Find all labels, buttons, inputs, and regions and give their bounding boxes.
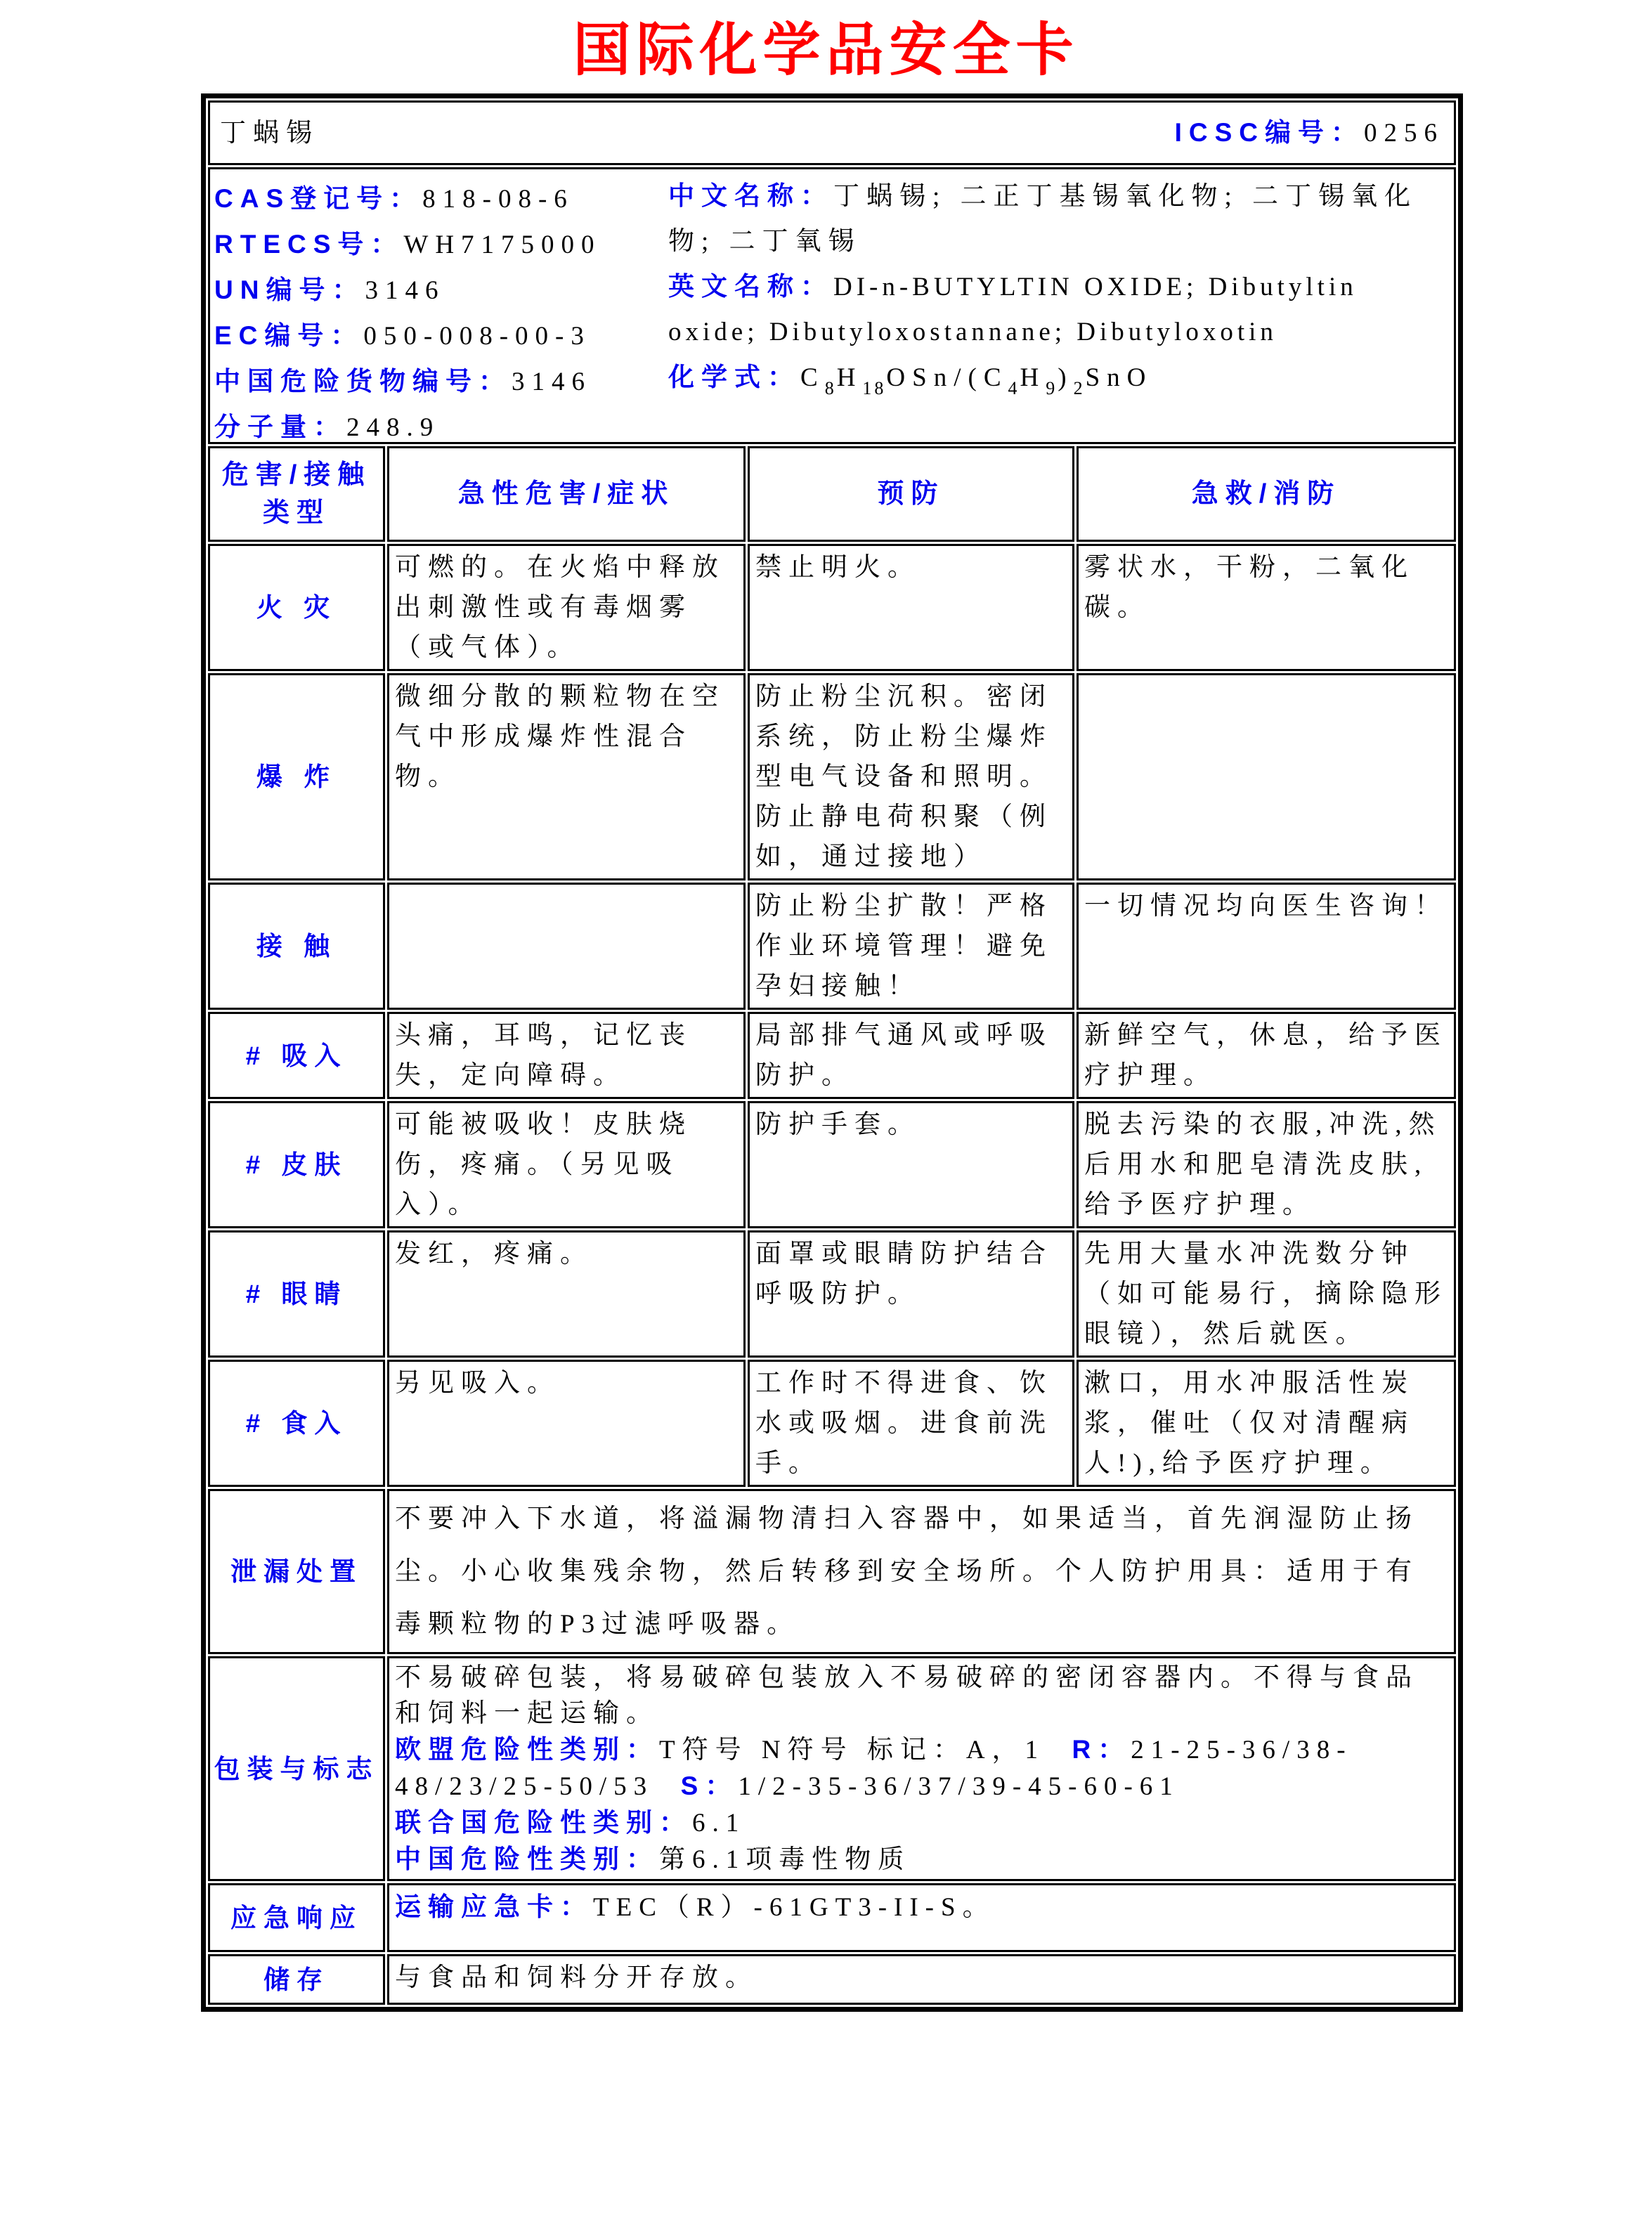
exposure-prevention: 防止粉尘扩散！严格作业环境管理！避免孕妇接触！ bbox=[748, 883, 1074, 1010]
header-response: 急救/消防 bbox=[1077, 446, 1456, 542]
hazard-row-skin bbox=[208, 1101, 1456, 1228]
r-phrases-label: R： bbox=[1072, 1735, 1131, 1764]
hazard-row-exposure bbox=[208, 883, 1456, 1010]
chinese-names-value: 丁蜗锡; 二正丁基锡氧化物; 二丁锡氧化物; 二丁氧锡 bbox=[668, 182, 1418, 256]
skin-label: # 皮肤 bbox=[208, 1101, 385, 1228]
transport-card-value: TEC（R）-61GT3-II-S。 bbox=[593, 1893, 996, 1922]
inhalation-prevention: 局部排气通风或呼吸防护。 bbox=[748, 1012, 1074, 1099]
hazard-row-ingestion bbox=[208, 1360, 1456, 1487]
storage-label: 储存 bbox=[208, 1954, 385, 2005]
page-title: 国际化学品安全卡 bbox=[573, 18, 1079, 82]
chinese-names-label: 中文名称： bbox=[668, 181, 833, 210]
identifier-line-china-dg bbox=[214, 359, 664, 405]
molweight-label: 分子量： bbox=[214, 412, 346, 441]
china-dg-label: 中国危险货物编号： bbox=[214, 367, 512, 396]
identifier-line-molweight bbox=[214, 405, 664, 450]
ingestion-prevention: 工作时不得进食、饮水或吸烟。进食前洗手。 bbox=[748, 1360, 1074, 1487]
hazard-row-explosion bbox=[208, 673, 1456, 880]
spillage-row bbox=[208, 1489, 1456, 1654]
header-prevention: 预防 bbox=[748, 446, 1074, 542]
exposure-label: 接 触 bbox=[208, 883, 385, 1010]
hazard-row-eyes bbox=[208, 1230, 1456, 1358]
exposure-symptoms bbox=[387, 883, 746, 1010]
ingestion-label: # 食入 bbox=[208, 1360, 385, 1487]
cn-class-value: 第6.1项毒性物质 bbox=[659, 1845, 911, 1874]
eu-class-label: 欧盟危险性类别： bbox=[395, 1735, 659, 1764]
fire-label: 火 灾 bbox=[208, 544, 385, 671]
packaging-label: 包装与标志 bbox=[208, 1656, 385, 1881]
rtecs-label: RTECS号： bbox=[214, 230, 404, 259]
exposure-response: 一切情况均向医生咨询！ bbox=[1077, 883, 1456, 1010]
skin-symptoms: 可能被吸收！皮肤烧伤，疼痛。（另见吸入）。 bbox=[387, 1101, 746, 1228]
explosion-label: 爆 炸 bbox=[208, 673, 385, 880]
fire-symptoms: 可燃的。在火焰中释放出刺激性或有毒烟雾（或气体）。 bbox=[387, 544, 746, 671]
un-class-label: 联合国危险性类别： bbox=[395, 1808, 692, 1837]
english-names-value: DI-n-BUTYLTIN OXIDE; Dibutyltin oxide; Dibutyloxostannane; Dibutyloxotin bbox=[668, 273, 1358, 346]
rtecs-value: WH7175000 bbox=[403, 230, 601, 259]
chinese-names-line bbox=[668, 174, 1427, 264]
storage-row bbox=[208, 1954, 1456, 2005]
s-phrases-label: S： bbox=[680, 1771, 739, 1800]
formula-label: 化学式： bbox=[668, 363, 800, 391]
english-names-line bbox=[668, 264, 1427, 355]
icsc-card-table bbox=[201, 93, 1463, 2012]
packaging-intro: 不易破碎包装，将易破碎包装放入不易破碎的密闭容器内。不得与食品和饲料一起运输。 bbox=[395, 1663, 1419, 1728]
card-title-cell bbox=[208, 100, 1456, 165]
formula-line bbox=[668, 355, 1427, 411]
eu-class-value: T符号 N符号 标记：A，1 bbox=[659, 1736, 1046, 1764]
s-phrases-value: 1/2-35-36/37/39-45-60-61 bbox=[738, 1772, 1180, 1801]
hazard-row-inhalation bbox=[208, 1012, 1456, 1099]
icsc-number-label: ICSC编号： bbox=[1174, 118, 1365, 147]
r-phrases-value: 21-25-36/38-48/23/25-50/53 bbox=[395, 1736, 1353, 1801]
header-symptoms: 急性危害/症状 bbox=[387, 446, 746, 542]
hazard-header-row bbox=[208, 446, 1456, 542]
ingestion-symptoms: 另见吸入。 bbox=[387, 1360, 746, 1487]
ec-value: 050-008-00-3 bbox=[363, 322, 591, 351]
skin-response: 脱去污染的衣服,冲洗,然后用水和肥皂清洗皮肤,给予医疗护理。 bbox=[1077, 1101, 1456, 1228]
emergency-row bbox=[208, 1883, 1456, 1952]
explosion-prevention: 防止粉尘沉积。密闭系统，防止粉尘爆炸型电气设备和照明。防止静电荷积聚（例如，通过接地） bbox=[748, 673, 1074, 880]
storage-text: 与食品和饲料分开存放。 bbox=[387, 1954, 1456, 2005]
cas-label: CAS登记号： bbox=[214, 184, 423, 213]
ingestion-response: 漱口，用水冲服活性炭浆，催吐（仅对清醒病人!),给予医疗护理。 bbox=[1077, 1360, 1456, 1487]
packaging-row bbox=[208, 1656, 1456, 1881]
fire-response: 雾状水，干粉，二氧化碳。 bbox=[1077, 544, 1456, 671]
icsc-number-group bbox=[1175, 112, 1444, 153]
explosion-symptoms: 微细分散的颗粒物在空气中形成爆炸性混合物。 bbox=[387, 673, 746, 880]
inhalation-response: 新鲜空气，休息，给予医疗护理。 bbox=[1077, 1012, 1456, 1099]
spillage-text: 不要冲入下水道，将溢漏物清扫入容器中，如果适当，首先润湿防止扬尘。小心收集残余物，然后转移到安全场所。个人防护用具：适用于有毒颗粒物的P3过滤呼吸器。 bbox=[387, 1489, 1456, 1654]
explosion-response bbox=[1077, 673, 1456, 880]
skin-prevention: 防护手套。 bbox=[748, 1101, 1074, 1228]
formula-value: $C_8H_{18}OSn/(C_4H_9)_2SnO$ bbox=[800, 363, 1153, 398]
english-names-label: 英文名称： bbox=[668, 272, 833, 301]
un-class-value: 6.1 bbox=[692, 1809, 746, 1838]
china-dg-value: 3146 bbox=[512, 368, 592, 396]
identifier-line-cas bbox=[214, 176, 664, 222]
eyes-label: # 眼睛 bbox=[208, 1230, 385, 1358]
hazard-row-fire bbox=[208, 544, 1456, 671]
names-block bbox=[668, 174, 1427, 411]
eyes-prevention: 面罩或眼睛防护结合呼吸防护。 bbox=[748, 1230, 1074, 1358]
card-title-bar bbox=[216, 112, 1448, 153]
un-label: UN编号： bbox=[214, 275, 365, 304]
emergency-cell bbox=[387, 1883, 1456, 1952]
fire-prevention: 禁止明火。 bbox=[748, 544, 1074, 671]
header-hazard-type: 危害/接触类型 bbox=[208, 446, 385, 542]
identifier-line-ec bbox=[214, 313, 664, 359]
un-value: 3146 bbox=[365, 276, 445, 305]
identification-cell bbox=[208, 167, 1456, 444]
icsc-number-value: 0256 bbox=[1364, 119, 1445, 148]
identifier-line-un bbox=[214, 268, 664, 313]
packaging-cell bbox=[387, 1656, 1456, 1881]
spacer-1 bbox=[1045, 1736, 1072, 1764]
ec-label: EC编号： bbox=[214, 321, 364, 350]
identifier-line-rtecs bbox=[214, 222, 664, 268]
identifier-list bbox=[214, 176, 664, 450]
spillage-label: 泄漏处置 bbox=[208, 1489, 385, 1654]
inhalation-label: # 吸入 bbox=[208, 1012, 385, 1099]
card-title-row bbox=[208, 100, 1456, 165]
cn-class-label: 中国危险性类别： bbox=[395, 1845, 659, 1873]
emergency-label: 应急响应 bbox=[208, 1883, 385, 1952]
inhalation-symptoms: 头痛，耳鸣，记忆丧失，定向障碍。 bbox=[387, 1012, 746, 1099]
chemical-name: 丁蜗锡 bbox=[220, 118, 319, 148]
identification-row bbox=[208, 167, 1456, 444]
spacer-2 bbox=[653, 1772, 681, 1801]
molweight-value: 248.9 bbox=[346, 413, 441, 442]
cas-value: 818-08-6 bbox=[422, 185, 574, 214]
eyes-symptoms: 发红，疼痛。 bbox=[387, 1230, 746, 1358]
transport-card-label: 运输应急卡： bbox=[395, 1892, 593, 1921]
eyes-response: 先用大量水冲洗数分钟（如可能易行，摘除隐形眼镜），然后就医。 bbox=[1077, 1230, 1456, 1358]
